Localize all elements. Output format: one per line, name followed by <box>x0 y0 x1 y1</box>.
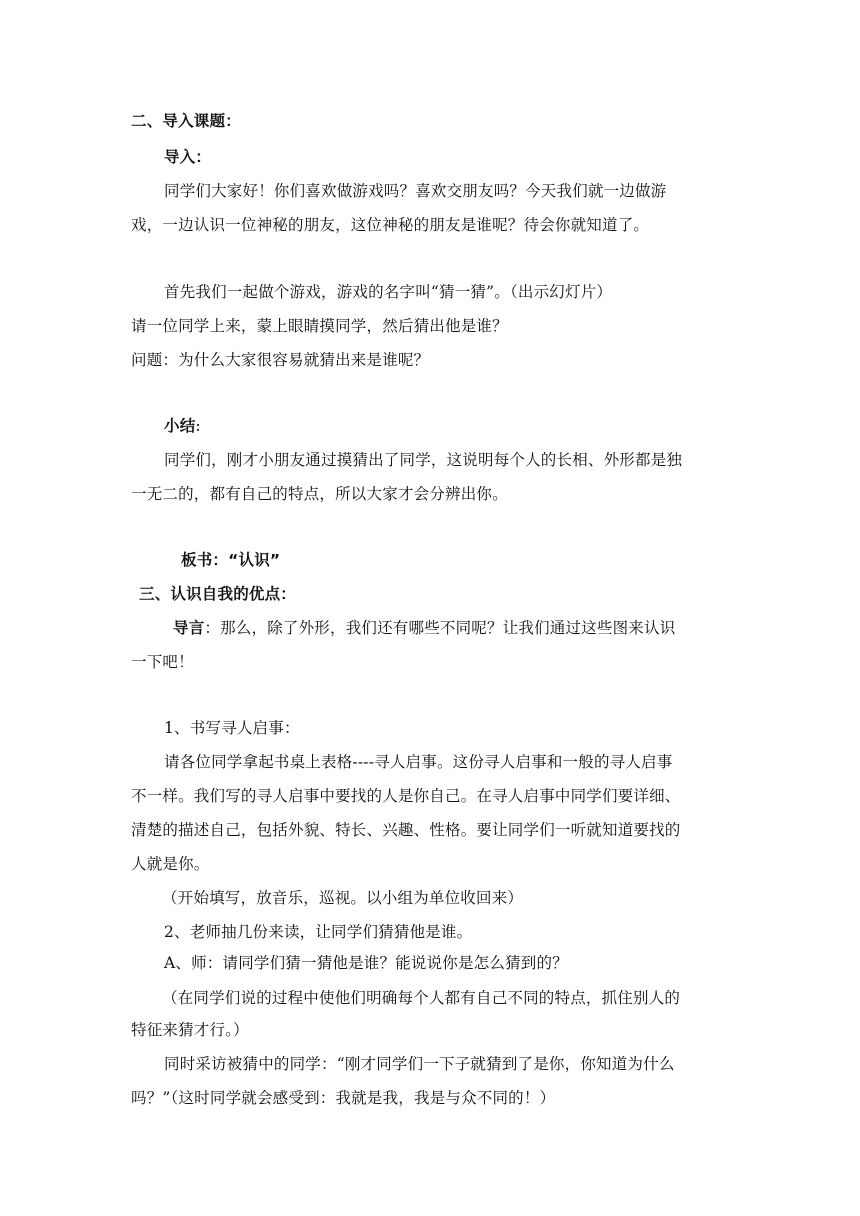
summary-label: 小结 <box>164 417 196 435</box>
item-1-paragraph-line-1: 请各位同学拿起书桌上表格----寻人启事。这份寻人启事和一般的寻人启事 <box>164 753 673 771</box>
board-text: “认识” <box>228 551 281 569</box>
item-1-note: （开始填写，放音乐，巡视。以小组为单位收回来） <box>162 889 524 907</box>
intro-label: 导入： <box>164 148 212 166</box>
section-3-heading: 三、认识自我的优点： <box>139 585 297 603</box>
intro-paragraph-line-1: 同学们大家好！你们喜欢做游戏吗？喜欢交朋友吗？今天我们就一边做游 <box>164 182 667 200</box>
invite-paragraph: 请一位同学上来，蒙上眼睛摸同学，然后猜出他是谁？ <box>131 317 508 335</box>
item-2-interview-line-1: 同时采访被猜中的同学：“刚才同学们一下子就猜到了是你，你知道为什么 <box>164 1055 675 1073</box>
game-paragraph: 首先我们一起做个游戏，游戏的名字叫“猜一猜”。（出示幻灯片） <box>164 283 613 301</box>
summary-colon: : <box>195 417 201 435</box>
summary-heading <box>164 416 201 436</box>
section-2-heading: 二、导入课题： <box>131 112 241 130</box>
guide-text: ：那么，除了外形，我们还有哪些不同呢？让我们通过这些图来认识 <box>204 619 676 637</box>
summary-paragraph-line-1: 同学们，刚才小朋友通过摸猜出了同学，这说明每个人的长相、外形都是独 <box>164 451 683 469</box>
intro-paragraph-line-2: 戏，一边认识一位神秘的朋友，这位神秘的朋友是谁呢？待会你就知道了。 <box>131 216 650 234</box>
guide-label: 导言 <box>173 619 205 637</box>
board-writing <box>181 550 280 570</box>
item-1-paragraph-line-4: 人就是你。 <box>131 855 210 873</box>
summary-paragraph-line-2: 一无二的，都有自己的特点，所以大家才会分辨出你。 <box>131 485 508 503</box>
item-2-note-line-1: （在同学们说的过程中使他们明确每个人都有自己不同的特点，抓住别人的 <box>162 989 681 1007</box>
item-1-title: 1、书写寻人启事： <box>164 719 300 737</box>
question-paragraph: 问题：为什么大家很容易就猜出来是谁呢？ <box>131 351 430 369</box>
guide-paragraph-line-1 <box>173 618 675 638</box>
item-1-paragraph-line-2: 不一样。我们写的寻人启事中要找的人是你自己。在寻人启事中同学们要详细、 <box>131 787 681 805</box>
guide-paragraph-line-2: 一下吧！ <box>131 653 194 671</box>
item-2-note-line-2: 特征来猜才行。） <box>131 1021 249 1039</box>
item-2-question-a: A、师：请同学们猜一猜他是谁？能说说你是怎么猜到的？ <box>164 954 568 972</box>
board-label: 板书： <box>181 551 229 569</box>
item-2-interview-line-2: 吗？”（这时同学就会感受到：我就是我，我是与众不同的！） <box>131 1089 556 1107</box>
item-2-title: 2、老师抽几份来读，让同学们猜猜他是谁。 <box>164 923 473 941</box>
item-1-paragraph-line-3: 清楚的描述自己，包括外貌、特长、兴趣、性格。要让同学们一听就知道要找的 <box>131 821 681 839</box>
